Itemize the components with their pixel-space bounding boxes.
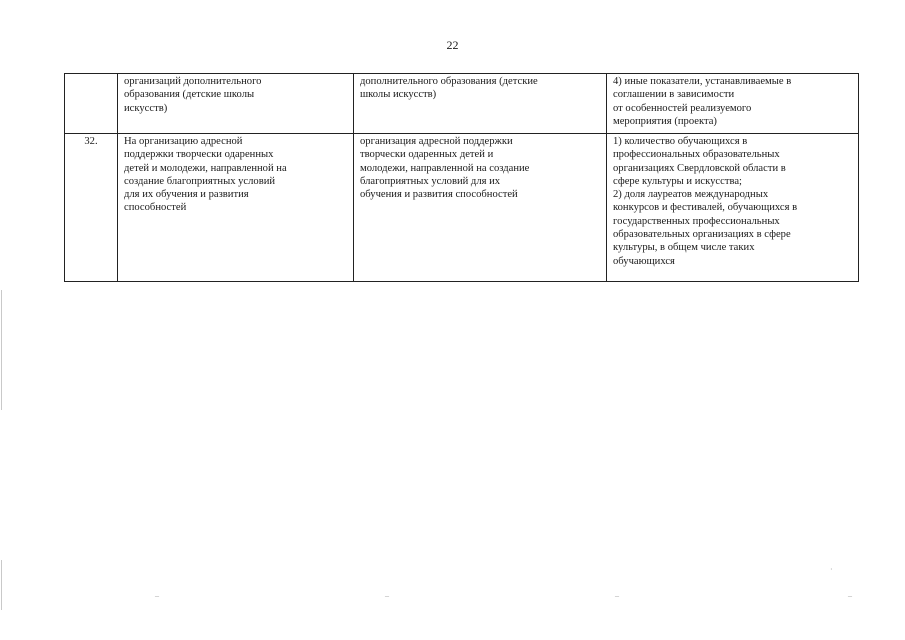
- scan-speck: –: [385, 591, 389, 600]
- indicators-cell: 4) иные показатели, устанавливаемые в соглашении в зависимости от особенностей реализуемого мероприятия (проекта): [607, 74, 859, 134]
- program-table: [64, 73, 859, 282]
- result-cell: организация адресной поддержки творчески одаренных детей и молодежи, направленной на создание благоприятных условий для их обучения и развития способностей: [354, 134, 607, 282]
- page-number: 22: [446, 38, 459, 52]
- table-row-continuation: [65, 74, 859, 134]
- row-number-cell: [65, 74, 118, 134]
- scan-speck: –: [615, 591, 619, 600]
- result-cell: дополнительного образования (детские школы искусств): [354, 74, 607, 134]
- table-row-32: [65, 134, 859, 282]
- scan-speck: –: [155, 591, 159, 600]
- scan-margin-line: [1, 560, 2, 610]
- indicators-cell: 1) количество обучающихся в профессиональных образовательных организациях Свердловской области в сфере культуры и искусства; 2) доля лауреатов международных конкурсов и фестивалей, обучающихся в государственных профессиональных образовательных организациях в сфере культуры, в общем числе таких обучающихся: [607, 134, 859, 282]
- row-number-cell: 32.: [65, 134, 118, 282]
- scan-speck: –: [848, 591, 852, 600]
- description-cell: организаций дополнительного образования (детские школы искусств): [118, 74, 354, 134]
- description-cell: На организацию адресной поддержки творчески одаренных детей и молодежи, направленной на создание благоприятных условий для их обучения и развития способностей: [118, 134, 354, 282]
- scan-speck: ·: [830, 565, 833, 574]
- scan-margin-line: [1, 290, 2, 410]
